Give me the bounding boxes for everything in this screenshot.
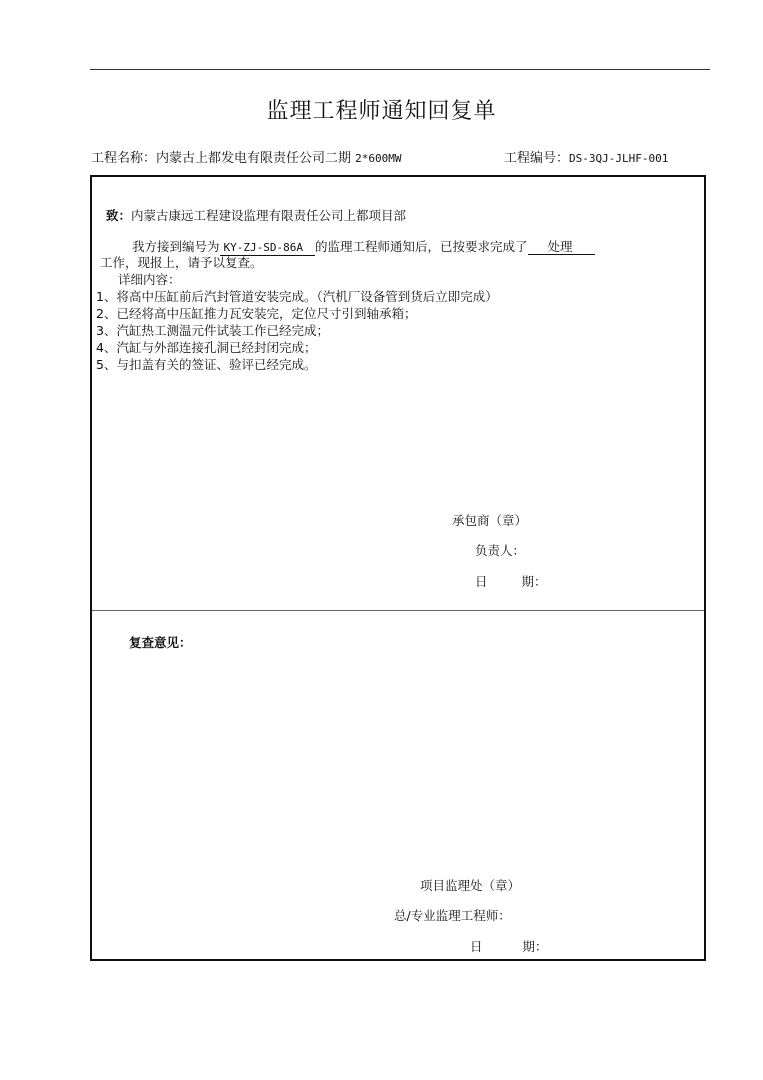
- detail-item: 3、汽缸热工测温元件试装工作已经完成；: [96, 323, 329, 338]
- date-label-period: 期：: [522, 939, 548, 954]
- reply-body-middle: 的监理工程师通知后，已按要求完成了: [315, 239, 528, 254]
- contractor-date-label: [475, 574, 547, 590]
- detail-item: 4、汽缸与外部连接孔洞已经封闭完成；: [96, 340, 317, 355]
- addressee-value: 内蒙古康远工程建设监理有限责任公司上都项目部: [131, 208, 407, 223]
- reply-body-line-2: 工作，现报上，请予以复查。: [100, 255, 263, 270]
- contractor-seal-label: 承包商（章）: [452, 513, 528, 528]
- project-name-value: 内蒙古上都发电有限责任公司二期: [156, 151, 352, 166]
- detail-item: 2、已经将高中压缸推力瓦安装完，定位尺寸引到轴承箱；: [96, 306, 417, 321]
- project-name: [91, 147, 402, 166]
- header-rule: [90, 69, 710, 70]
- notice-number-field: KY-ZJ-SD-86A: [220, 241, 315, 256]
- form-box: [90, 175, 706, 961]
- addressee-label: 致：: [106, 208, 132, 223]
- responsible-person-label: 负责人：: [475, 543, 526, 558]
- project-number-label: 工程编号：: [504, 151, 570, 166]
- work-item-field: 处理: [528, 240, 595, 255]
- project-name-suffix: 2*600MW: [355, 152, 402, 165]
- supervising-engineer-label: 总/专业监理工程师：: [394, 908, 511, 923]
- review-opinion-label: 复查意见：: [129, 635, 192, 650]
- reply-body-line-1: [132, 239, 595, 256]
- details-label: 详细内容：: [118, 272, 181, 287]
- reply-body-prefix: 我方接到编号为: [132, 239, 220, 254]
- detail-item: 1、将高中压缸前后汽封管道安装完成。（汽机厂设备管到货后立即完成）: [96, 289, 498, 304]
- date-label-day: 日: [470, 939, 483, 954]
- detail-item: 5、与扣盖有关的签证、验评已经完成。: [96, 357, 317, 372]
- addressee-line: [106, 208, 406, 224]
- project-name-label: 工程名称：: [91, 151, 157, 166]
- date-label-period: 期：: [521, 574, 547, 589]
- document-title: 监理工程师通知回复单: [266, 99, 497, 124]
- review-date-label: [470, 939, 548, 955]
- date-label-day: 日: [475, 574, 488, 589]
- supervision-seal-label: 项目监理处（章）: [420, 878, 521, 893]
- project-number-value: DS-3QJ-JLHF-001: [569, 152, 669, 165]
- project-number: [504, 147, 668, 166]
- section-divider: [92, 610, 704, 611]
